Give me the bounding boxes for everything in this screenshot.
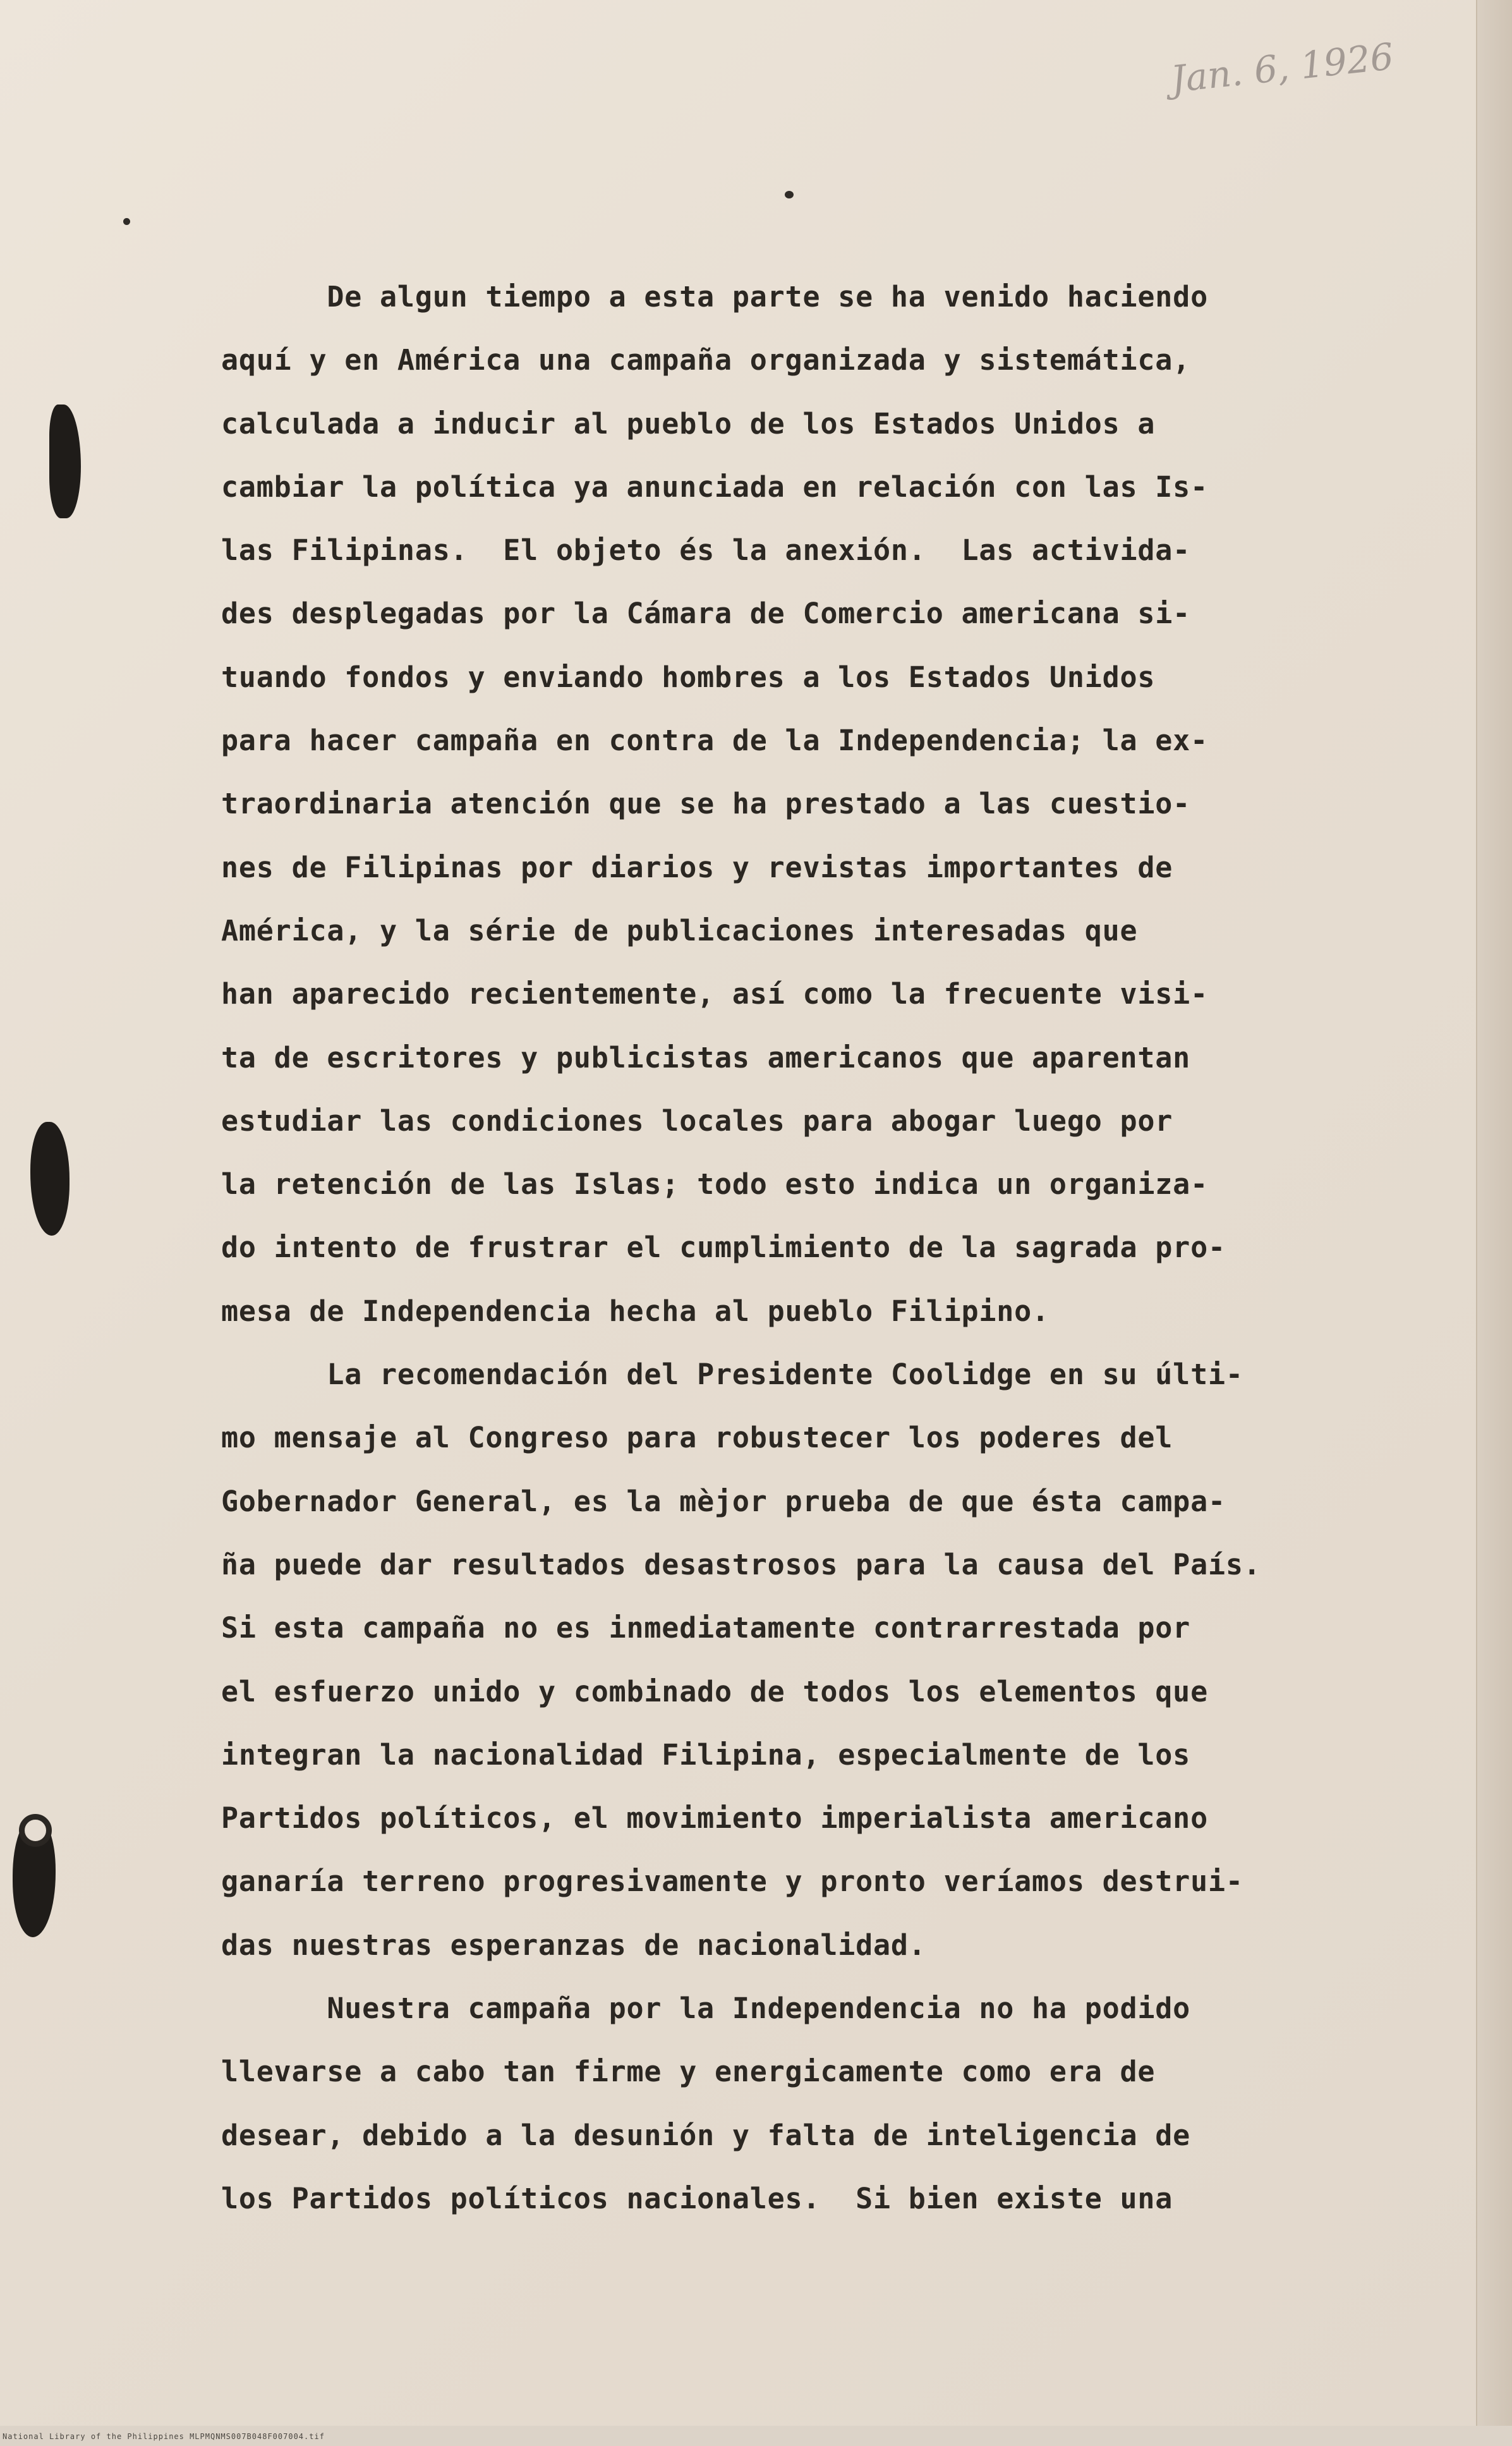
text-line: las Filipinas. El objeto és la anexión. Las activida- <box>221 533 1191 568</box>
text-line: ta de escritores y publicistas americanos que aparentan <box>221 1040 1191 1074</box>
text-line: Si esta campaña no es inmediatamente contrarrestada por <box>221 1611 1191 1645</box>
text-line: han aparecido recientemente, así como la frecuente visi- <box>221 977 1208 1011</box>
ink-dot <box>123 218 130 225</box>
text-line: los Partidos políticos nacionales. Si bien existe una <box>221 2181 1173 2215</box>
scan-footer-stamp: National Library of the Philippines MLPMQNMS007B048F007004.tif <box>3 2432 325 2441</box>
text-line: la retención de las Islas; todo esto indica un organiza- <box>221 1167 1208 1202</box>
text-line: La recomendación del Presidente Coolidge en su últi- <box>221 1358 1243 1392</box>
text-line: des desplegadas por la Cámara de Comercio americana si- <box>221 597 1191 631</box>
text-line: traordinaria atención que se ha prestado a las cuestio- <box>221 787 1191 821</box>
text-line: mo mensaje al Congreso para robustecer los poderes del <box>221 1421 1173 1455</box>
text-line: Gobernador General, es la mèjor prueba de que ésta campa- <box>221 1484 1226 1518</box>
text-line: tuando fondos y enviando hombres a los Estados Unidos <box>221 660 1156 694</box>
text-line: nes de Filipinas por diarios y revistas importantes de <box>221 850 1173 884</box>
text-line: ña puede dar resultados desastrosos para la causa del País. <box>221 1547 1261 1581</box>
text-line: estudiar las condiciones locales para abogar luego por <box>221 1104 1173 1138</box>
text-line: calculada a inducir al pueblo de los Estados Unidos a <box>221 406 1156 441</box>
binder-hole-mark <box>49 405 81 518</box>
typed-text-body <box>221 265 1321 2230</box>
text-line: do intento de frustrar el cumplimiento de la sagrada pro- <box>221 1231 1226 1265</box>
text-line: América, y la série de publicaciones interesadas que <box>221 913 1138 947</box>
text-line: integran la nacionalidad Filipina, especialmente de los <box>221 1737 1191 1772</box>
text-line: cambiar la política ya anunciada en relación con las Is- <box>221 470 1208 504</box>
text-line: desear, debido a la desunión y falta de inteligencia de <box>221 2118 1191 2152</box>
text-line: para hacer campaña en contra de la Independencia; la ex- <box>221 724 1208 758</box>
text-line: el esfuerzo unido y combinado de todos los elementos que <box>221 1674 1208 1708</box>
page-edge-shadow <box>1476 0 1512 2446</box>
binder-ring-mark <box>19 1814 52 1847</box>
text-line: Partidos políticos, el movimiento imperialista americano <box>221 1801 1208 1835</box>
binder-hole-mark <box>30 1122 70 1236</box>
handwritten-date-annotation: Jan. 6, 1926 <box>1169 35 1396 101</box>
text-line: De algun tiempo a esta parte se ha venido haciendo <box>221 280 1208 313</box>
text-line: Nuestra campaña por la Independencia no ha podido <box>221 1992 1191 2026</box>
text-line: ganaría terreno progresivamente y pronto veríamos destrui- <box>221 1865 1243 1899</box>
text-line: das nuestras esperanzas de nacionalidad. <box>221 1928 926 1962</box>
text-line: mesa de Independencia hecha al pueblo Filipino. <box>221 1294 1049 1328</box>
text-line: aquí y en América una campaña organizada y sistemática, <box>221 343 1191 377</box>
ink-dot <box>785 191 794 198</box>
text-line: llevarse a cabo tan firme y energicamente como era de <box>221 2055 1156 2089</box>
